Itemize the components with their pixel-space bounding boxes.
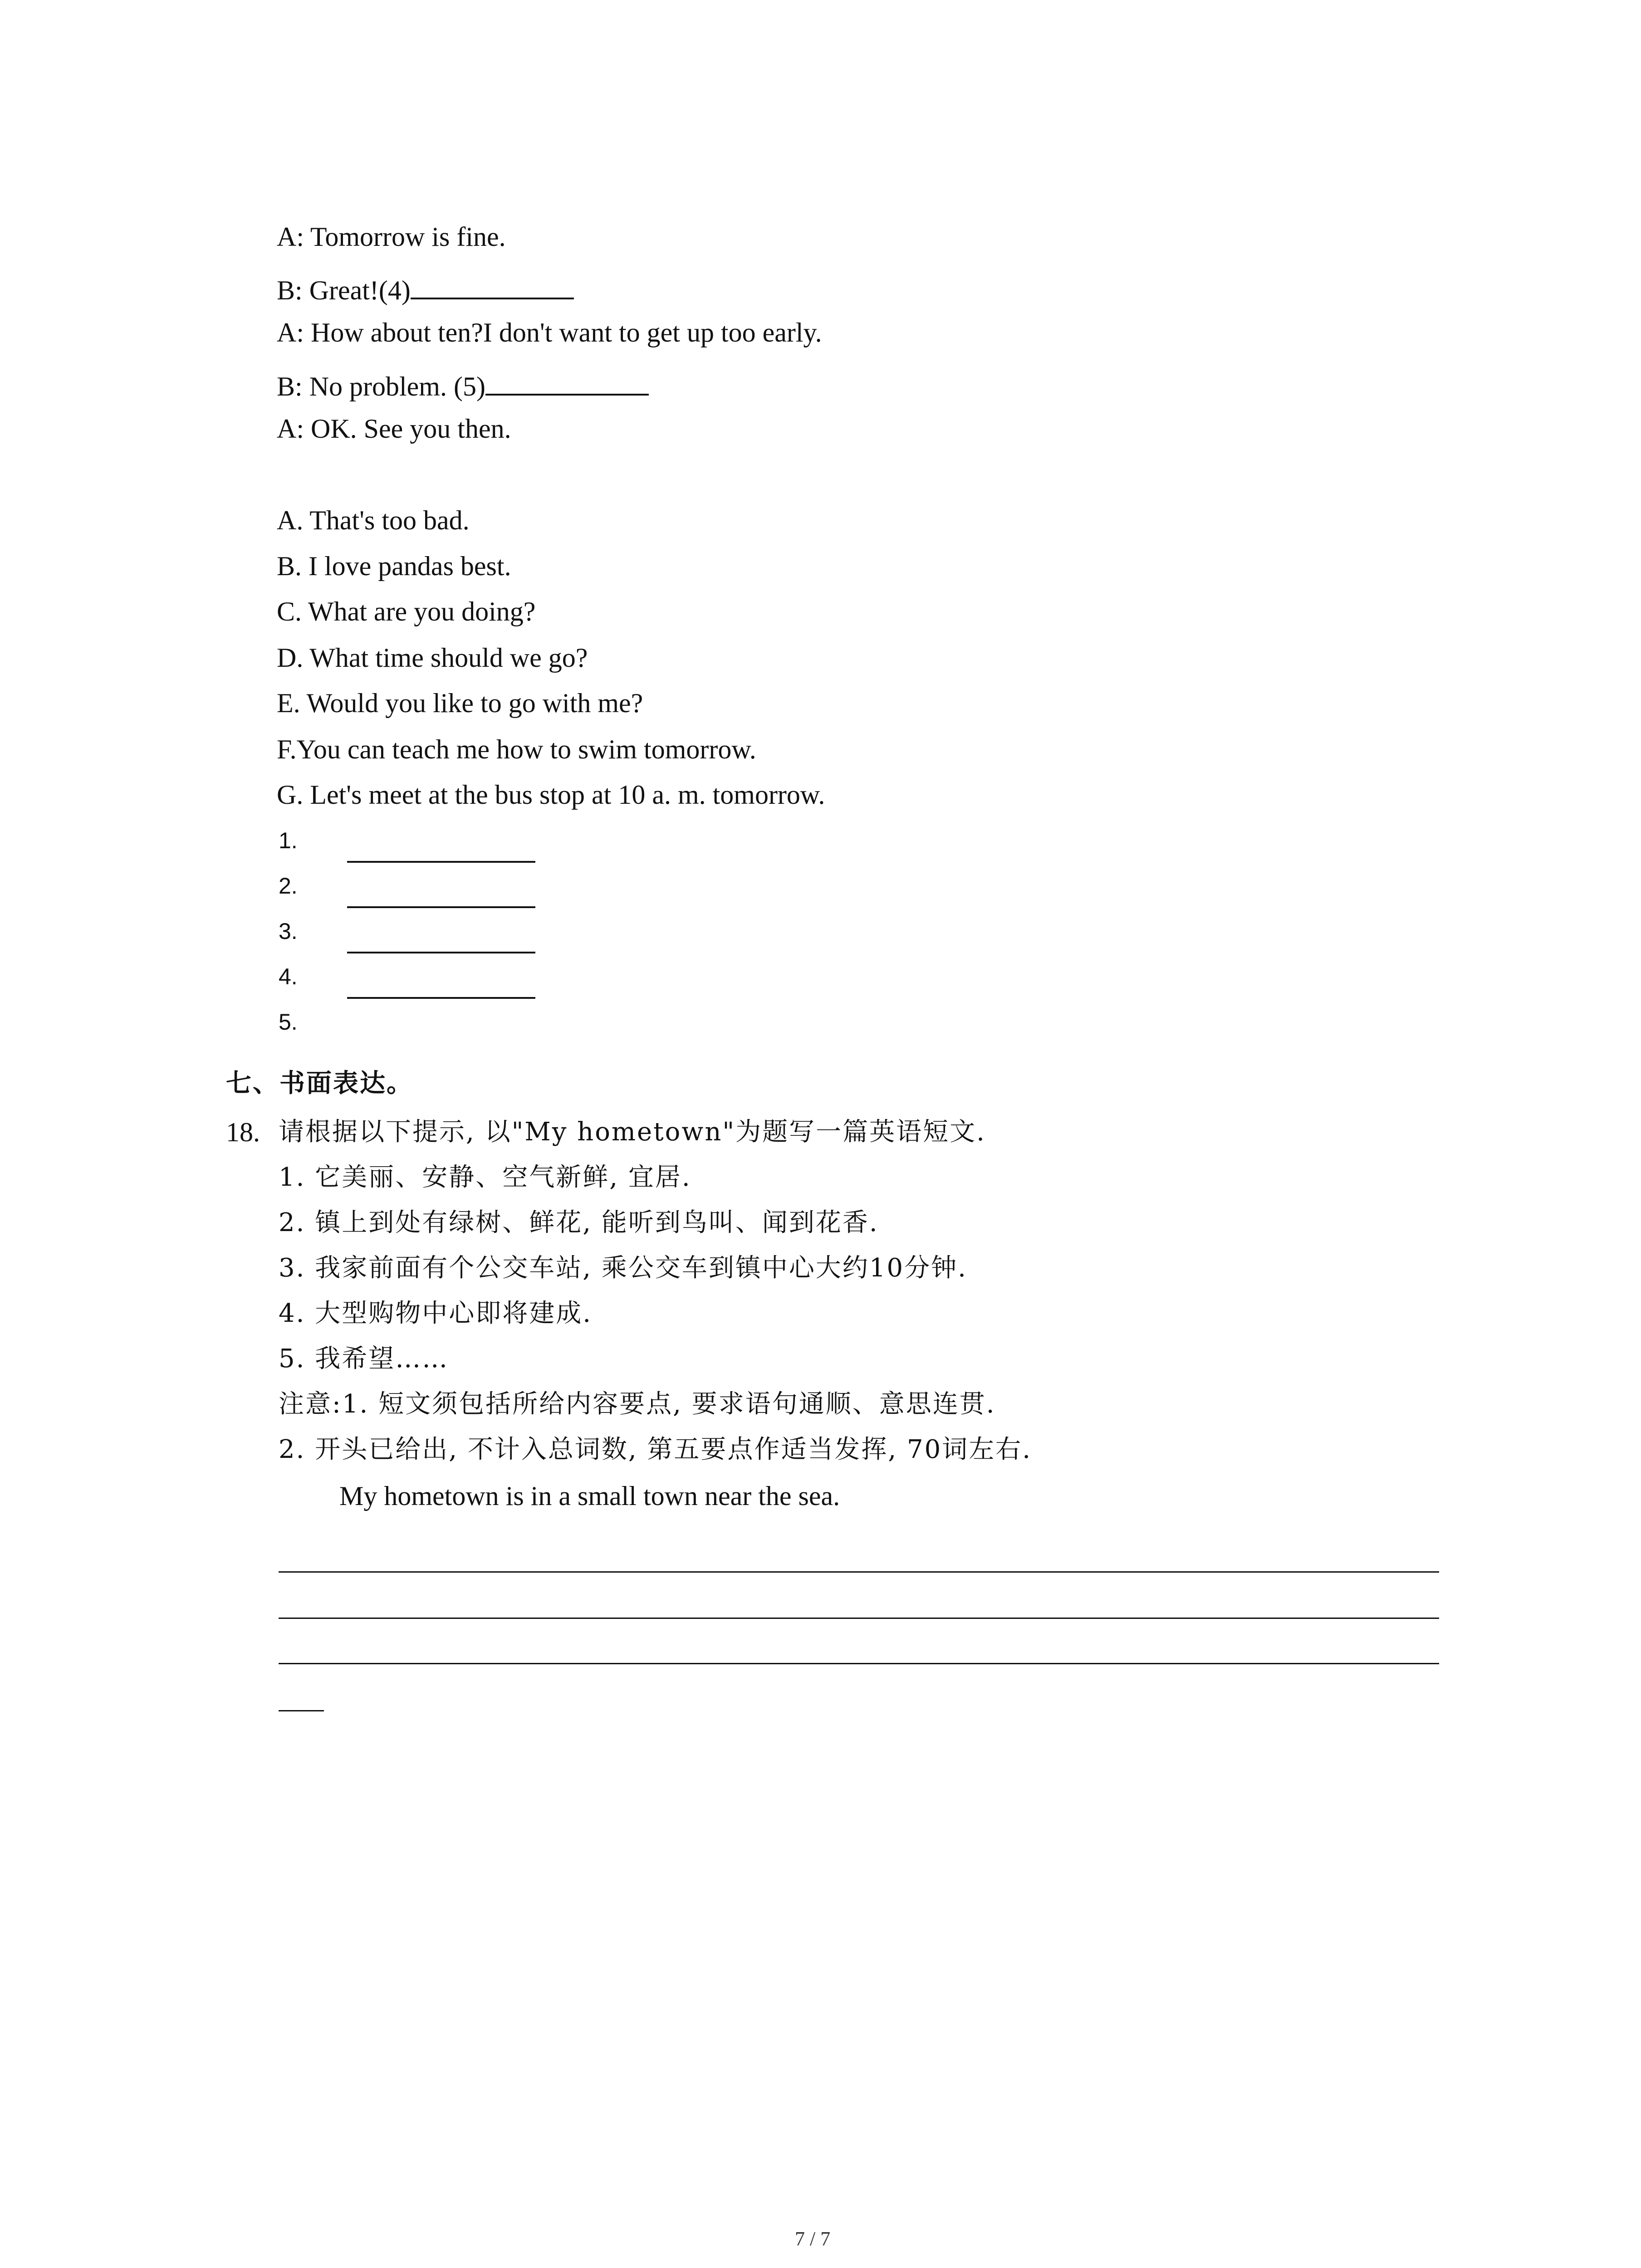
option-a: A. That's too bad. xyxy=(277,505,470,535)
hint-point-3: 3. 我家前面有个公交车站, 乘公交车到镇中心大约10分钟. xyxy=(279,1253,967,1283)
page-number: 7 / 7 xyxy=(795,2228,831,2250)
option-c: C. What are you doing? xyxy=(277,596,536,626)
option-f: F.You can teach me how to swim tomorrow. xyxy=(277,734,756,764)
question-number: 18. xyxy=(226,1117,260,1147)
option-b: B. I love pandas best. xyxy=(277,551,511,581)
note-2: 2. 开头已给出, 不计入总词数, 第五要点作适当发挥, 70词左右. xyxy=(279,1435,1032,1464)
answer-number-2: 2. xyxy=(279,873,298,899)
writing-line-3[interactable] xyxy=(279,1663,1439,1664)
answer-number-3: 3. xyxy=(279,919,298,944)
answer-line-1[interactable] xyxy=(347,861,535,863)
hint-point-4: 4. 大型购物中心即将建成. xyxy=(279,1299,593,1328)
dialogue-line-1: A: Tomorrow is fine. xyxy=(277,222,506,252)
hint-point-5: 5. 我希望…… xyxy=(279,1344,449,1374)
answer-line-4[interactable] xyxy=(347,997,535,999)
answer-blank-5[interactable] xyxy=(485,368,649,396)
writing-line-2[interactable] xyxy=(279,1618,1439,1619)
question-prompt: 请根据以下提示, 以"My hometown"为题写一篇英语短文. xyxy=(279,1117,986,1147)
answer-number-1: 1. xyxy=(279,828,298,853)
answer-blank-4[interactable] xyxy=(411,272,574,299)
hint-point-2: 2. 镇上到处有绿树、鲜花, 能听到鸟叫、闻到花香. xyxy=(279,1208,879,1237)
writing-line-1[interactable] xyxy=(279,1571,1439,1573)
dialogue-line-5: A: OK. See you then. xyxy=(277,414,511,444)
dialogue-line-2: B: Great!(4) xyxy=(277,272,574,304)
answer-line-3[interactable] xyxy=(347,952,535,953)
dialogue-line-4: B: No problem. (5) xyxy=(277,368,649,400)
note-1: 注意:1. 短文须包括所给内容要点, 要求语句通顺、意思连贯. xyxy=(279,1389,996,1419)
option-d: D. What time should we go? xyxy=(277,643,588,673)
writing-line-4[interactable] xyxy=(279,1710,324,1711)
option-e: E. Would you like to go with me? xyxy=(277,688,643,718)
answer-number-5: 5. xyxy=(279,1009,298,1035)
answer-number-4: 4. xyxy=(279,964,298,989)
essay-opening: My hometown is in a small town near the sea. xyxy=(339,1481,840,1511)
dialogue-line-3: A: How about ten?I don't want to get up too early. xyxy=(277,318,822,347)
option-g: G. Let's meet at the bus stop at 10 a. m. tomorrow. xyxy=(277,780,825,810)
hint-point-1: 1. 它美丽、安静、空气新鲜, 宜居. xyxy=(279,1163,691,1192)
answer-line-2[interactable] xyxy=(347,906,535,908)
section-title: 七、书面表达。 xyxy=(226,1068,413,1098)
